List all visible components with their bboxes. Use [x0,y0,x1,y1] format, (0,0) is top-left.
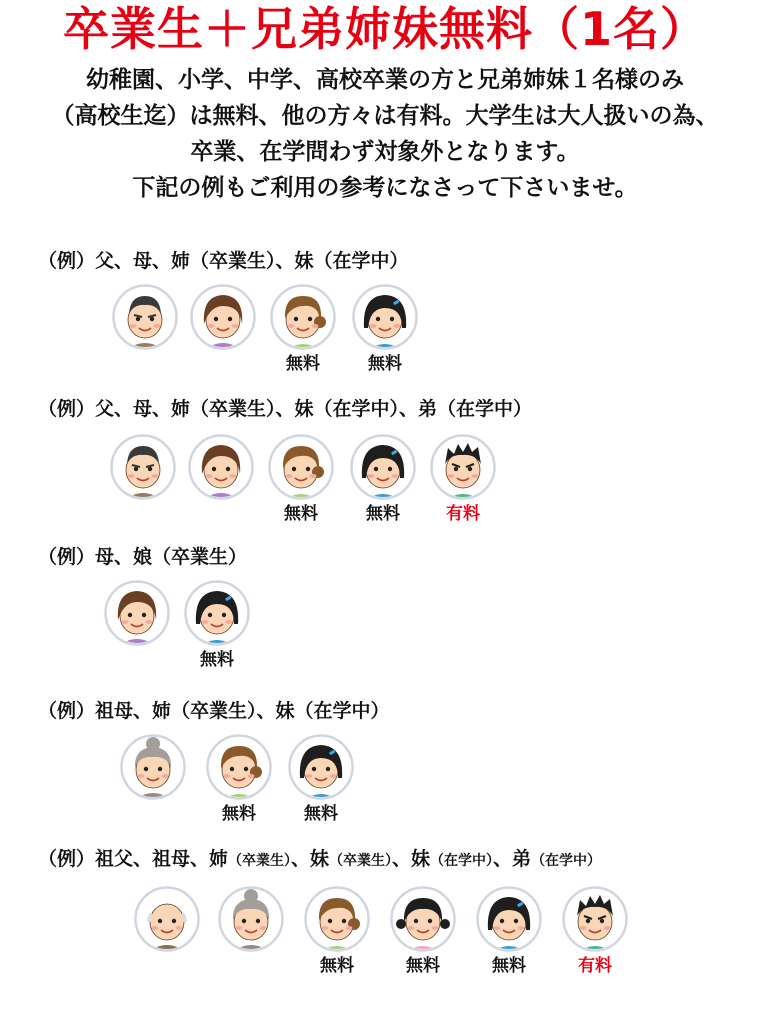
girl-face-icon [206,734,276,800]
person [134,886,204,952]
person [268,434,338,524]
example-label: （例）祖母、姉（卒業生）、妹（在学中） [38,700,390,722]
example-faces [0,284,770,384]
grandmother-face-icon [218,886,288,952]
person [110,434,180,500]
intro-line: 卒業、在学問わず対象外となります。 [190,139,580,165]
person [184,580,254,670]
person [218,886,288,952]
example-label: （例）母、娘（卒業生） [38,546,248,568]
grandmother-face-icon [120,734,190,800]
price-tag: 有料 [578,956,612,976]
label-part: 、弟 [493,848,532,870]
girl-pigtail-face-icon [390,886,460,952]
father-face-icon [110,434,180,500]
person [304,886,374,976]
girl-bob-face-icon [352,284,422,350]
intro-line: （高校生迄）は無料、他の方々は有料。大学生は大人扱いの為、 [51,103,719,129]
mother-face-icon [190,284,260,350]
grandfather-face-icon [134,886,204,952]
price-tag: 無料 [222,804,256,824]
price-tag: 有料 [446,504,480,524]
person [206,734,276,824]
example-faces [0,580,770,680]
example-faces [0,434,770,534]
girl-face-icon [268,434,338,500]
label-part: （在学中） [531,853,602,869]
person [188,434,258,500]
person [112,284,182,350]
label-part: （在学中） [430,853,494,869]
page-title: 卒業生＋兄弟姉妹無料（1名） [62,2,707,56]
intro-text [0,62,770,206]
person [104,580,174,646]
label-part: 、妹 [291,848,330,870]
label-part: （例）祖父、祖母、姉 [38,848,229,870]
example-label: （例）父、母、姉（卒業生）、妹（在学中）、弟（在学中） [38,398,533,420]
person [270,284,340,374]
example-faces [0,886,770,986]
price-tag: 無料 [200,650,234,670]
person [476,886,546,976]
person [350,434,420,524]
price-tag: 無料 [406,956,440,976]
example-faces [0,734,770,834]
person [120,734,190,800]
price-tag: 無料 [286,354,320,374]
example-label [38,846,601,874]
person [390,886,460,976]
girl-bob-face-icon [288,734,358,800]
price-tag: 無料 [320,956,354,976]
girl-face-icon [304,886,374,952]
price-tag: 無料 [366,504,400,524]
intro-line: 幼稚園、小学、中学、高校卒業の方と兄弟姉妹１名様のみ [86,67,684,93]
person [288,734,358,824]
price-tag: 無料 [492,956,526,976]
girl-face-icon [270,284,340,350]
girl-bob-face-icon [476,886,546,952]
price-tag: 無料 [368,354,402,374]
girl-bob-face-icon [184,580,254,646]
boy-face-icon [430,434,500,500]
person [562,886,632,976]
intro-line: 下記の例もご利用の参考になさって下さいませ。 [132,175,638,201]
mother-face-icon [188,434,258,500]
person [352,284,422,374]
person [430,434,500,524]
girl-bob-face-icon [350,434,420,500]
father-face-icon [112,284,182,350]
label-part: （卒業生） [329,853,393,869]
label-part: （卒業生） [228,853,292,869]
label-part: 、妹 [392,848,431,870]
boy-face-icon [562,886,632,952]
price-tag: 無料 [284,504,318,524]
mother-face-icon [104,580,174,646]
price-tag: 無料 [304,804,338,824]
person [190,284,260,350]
example-label: （例）父、母、姉（卒業生）、妹（在学中） [38,250,409,272]
